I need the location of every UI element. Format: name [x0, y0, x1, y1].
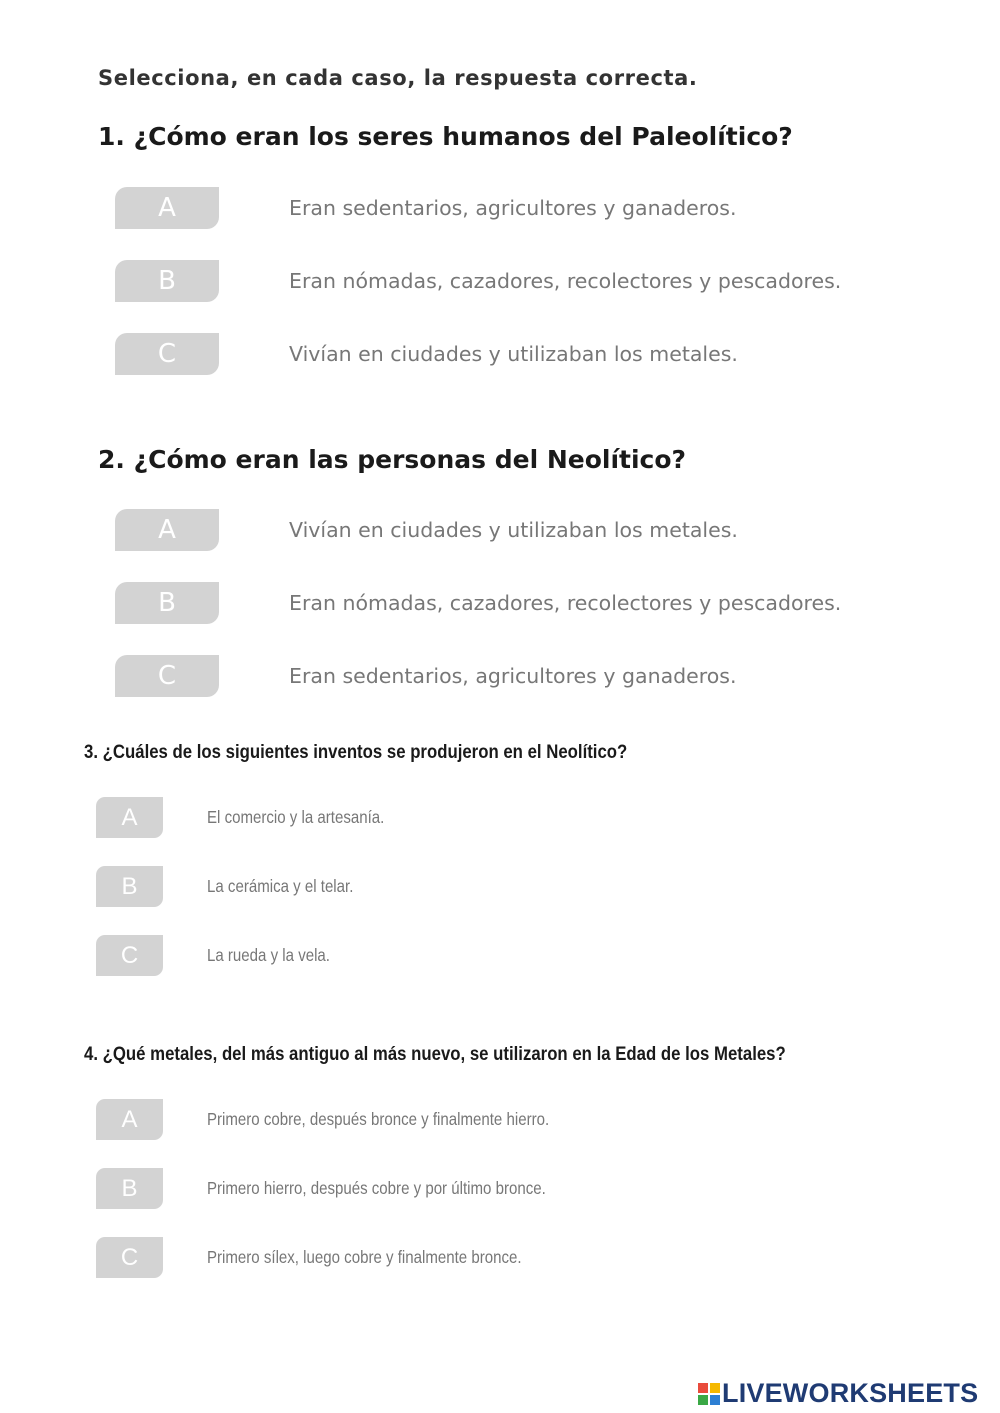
q2-option-a-button[interactable]: A	[115, 509, 219, 551]
instruction: Selecciona, en cada caso, la respuesta correcta.	[98, 66, 698, 90]
q1-option-c-button[interactable]: C	[115, 333, 219, 375]
question-4-title: 4. ¿Qué metales, del más antiguo al más nuevo, se utilizaron en la Edad de los Metales?	[84, 1043, 786, 1065]
q1-option-a-text: Eran sedentarios, agricultores y ganaderos.	[289, 196, 737, 220]
liveworksheets-logo	[698, 1378, 978, 1409]
q2-option-a-text: Vivían en ciudades y utilizaban los metales.	[289, 518, 738, 542]
q3-option-b-button[interactable]: B	[96, 866, 163, 907]
q3-option-c-text: La rueda y la vela.	[207, 945, 330, 965]
q1-option-a-button[interactable]: A	[115, 187, 219, 229]
q3-option-b-text: La cerámica y el telar.	[207, 876, 354, 896]
q2-option-b-text: Eran nómadas, cazadores, recolectores y pescadores.	[289, 591, 842, 615]
question-1-title: 1. ¿Cómo eran los seres humanos del Paleolítico?	[98, 122, 793, 151]
question-2-title: 2. ¿Cómo eran las personas del Neolítico?	[98, 445, 687, 474]
q4-option-c-button[interactable]: C	[96, 1237, 163, 1278]
q4-option-a-text: Primero cobre, después bronce y finalmente hierro.	[207, 1109, 550, 1129]
q3-option-c-button[interactable]: C	[96, 935, 163, 976]
q3-option-a-text: El comercio y la artesanía.	[207, 807, 385, 827]
logo-blocks-icon	[698, 1383, 720, 1405]
q4-option-b-text: Primero hierro, después cobre y por último bronce.	[207, 1178, 546, 1198]
q1-option-b-text: Eran nómadas, cazadores, recolectores y pescadores.	[289, 269, 842, 293]
q2-option-c-button[interactable]: C	[115, 655, 219, 697]
q3-option-a-button[interactable]: A	[96, 797, 163, 838]
q2-option-c-text: Eran sedentarios, agricultores y ganaderos.	[289, 664, 737, 688]
q4-option-a-button[interactable]: A	[96, 1099, 163, 1140]
logo-text: LIVEWORKSHEETS	[722, 1378, 979, 1408]
q4-option-c-text: Primero sílex, luego cobre y finalmente bronce.	[207, 1247, 522, 1267]
q1-option-c-text: Vivían en ciudades y utilizaban los metales.	[289, 342, 738, 366]
question-3-title: 3. ¿Cuáles de los siguientes inventos se produjeron en el Neolítico?	[84, 741, 628, 763]
q1-option-b-button[interactable]: B	[115, 260, 219, 302]
q2-option-b-button[interactable]: B	[115, 582, 219, 624]
q4-option-b-button[interactable]: B	[96, 1168, 163, 1209]
